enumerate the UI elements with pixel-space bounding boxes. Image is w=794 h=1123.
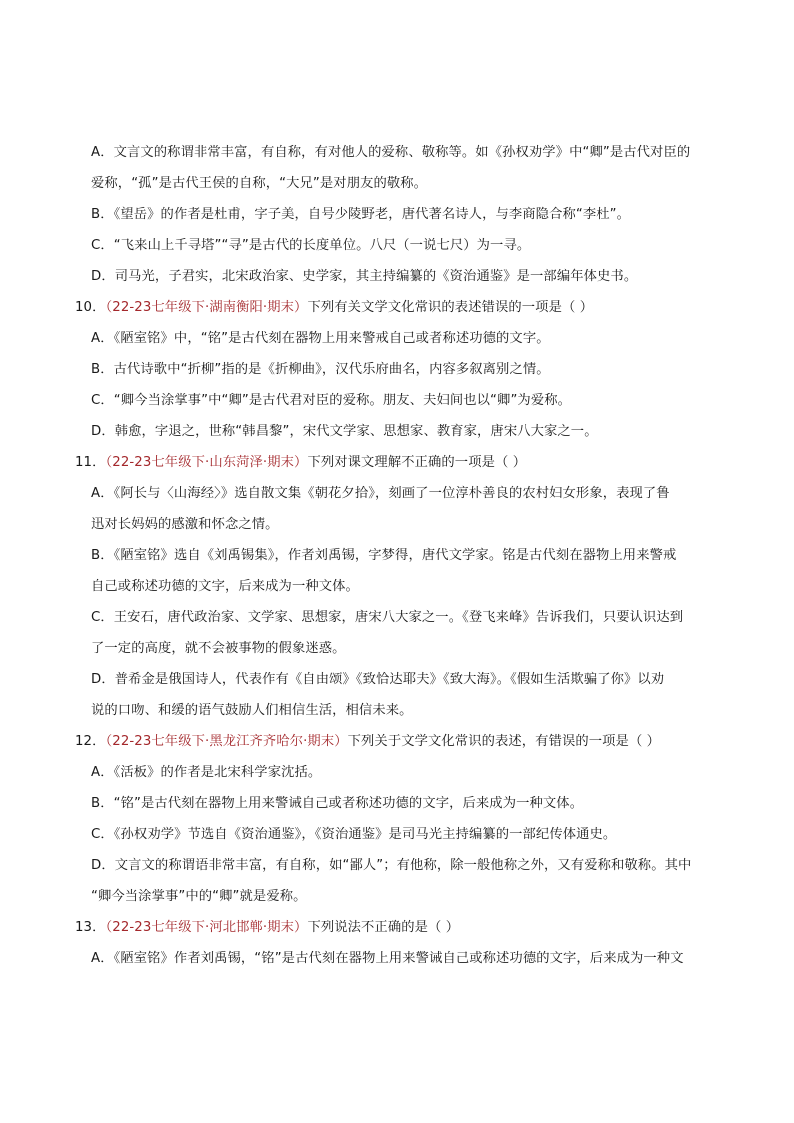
question-number: 10． <box>75 300 106 315</box>
q11-option-c-line1: C．王安石，唐代政治家、文学家、思想家，唐宋八大家之一。《登飞来峰》告诉我们，只要认识达到 <box>91 610 684 625</box>
question-source: （22-23七年级下·河北邯郸·期末） <box>105 920 308 935</box>
option-a-line1: A．文言文的称谓非常丰富，有自称，有对他人的爱称、敬称等。如《孙权劝学》中“卿”是古代对臣的 <box>91 145 691 160</box>
question-source: （22-23七年级下·湖南衡阳·期末） <box>105 300 308 315</box>
question-stem: 下列说法不正确的是（ ） <box>307 920 460 935</box>
q11-option-a-line2: 迅对长妈妈的感激和怀念之情。 <box>91 517 279 532</box>
q10-option-b: B．古代诗歌中“折柳”指的是《折柳曲》，汉代乐府曲名，内容多叙离别之情。 <box>91 362 550 377</box>
q12-option-a: A．《活板》的作者是北宋科学家沈括。 <box>91 765 322 780</box>
q11-option-d-line2: 说的口吻、和缓的语气鼓励人们相信生活，相信未来。 <box>91 703 413 718</box>
q12-option-d-line1: D．文言文的称谓语非常丰富，有自称，如“鄙人”；有他称，除一般他称之外，又有爱称和敬称。其中 <box>91 858 692 873</box>
question-13-header <box>75 919 459 937</box>
question-10-header <box>75 299 593 317</box>
q11-option-c-line2: 了一定的高度，就不会被事物的假象迷惑。 <box>91 641 346 656</box>
q10-option-a: A．《陋室铭》中，“铭”是古代刻在器物上用来警戒自己或者称述功德的文字。 <box>91 331 550 346</box>
option-d: D．司马光，子君实，北宋政治家、史学家，其主持编纂的《资治通鉴》是一部编年体史书。 <box>91 269 638 284</box>
q10-option-c: C．“卿今当涂掌事”中“卿”是古代君对臣的爱称。朋友、夫妇间也以“卿”为爱称。 <box>91 393 572 408</box>
option-a-line2: 爱称，“孤”是古代王侯的自称，“大兄”是对朋友的敬称。 <box>91 176 428 191</box>
question-stem: 下列关于文学文化常识的表述，有错误的一项是（ ） <box>347 734 661 749</box>
q12-option-d-line2: “卿今当涂掌事”中的“卿”就是爱称。 <box>91 889 307 904</box>
question-stem: 下列对课文理解不正确的一项是（ ） <box>307 455 527 470</box>
question-source: （22-23七年级下·黑龙江齐齐哈尔·期末） <box>105 734 348 749</box>
question-12-header <box>75 733 660 751</box>
question-11-header <box>75 454 526 472</box>
question-source: （22-23七年级下·山东菏泽·期末） <box>105 455 308 470</box>
option-c: C．“飞来山上千寻塔”“寻”是古代的长度单位。八尺（一说七尺）为一寻。 <box>91 238 531 253</box>
question-stem: 下列有关文学文化常识的表述错误的一项是（ ） <box>307 300 594 315</box>
q11-option-a-line1: A．《阿长与〈山海经〉》选自散文集《朝花夕拾》，刻画了一位淳朴善良的农村妇女形象，表现了鲁 <box>91 486 670 501</box>
q13-option-a-line1: A．《陋室铭》作者刘禹锡，“铭”是古代刻在器物上用来警诫自己或称述功德的文字，后来成为一种文 <box>91 951 684 966</box>
option-b: B．《望岳》的作者是杜甫，字子美，自号少陵野老，唐代著名诗人，与李商隐合称“李杜”。 <box>91 207 631 222</box>
question-number: 12． <box>75 734 106 749</box>
q11-option-b-line1: B．《陋室铭》选自《刘禹锡集》，作者刘禹锡，字梦得，唐代文学家。铭是古代刻在器物上用来警戒 <box>91 548 677 563</box>
q12-option-b: B．“铭”是古代刻在器物上用来警诫自己或者称述功德的文字，后来成为一种文体。 <box>91 796 584 811</box>
question-number: 11． <box>75 455 106 470</box>
q12-option-c: C．《孙权劝学》节选自《资治通鉴》，《资治通鉴》是司马光主持编纂的一部纪传体通史。 <box>91 827 617 842</box>
q10-option-d: D．韩愈，字退之，世称“韩昌黎”，宋代文学家、思想家、教育家，唐宋八大家之一。 <box>91 424 598 439</box>
q11-option-b-line2: 自己或称述功德的文字，后来成为一种文体。 <box>91 579 359 594</box>
question-number: 13． <box>75 920 106 935</box>
q11-option-d-line1: D．普希金是俄国诗人，代表作有《自由颂》《致恰达耶夫》《致大海》。《假如生活欺骗了你》以劝 <box>91 672 665 687</box>
